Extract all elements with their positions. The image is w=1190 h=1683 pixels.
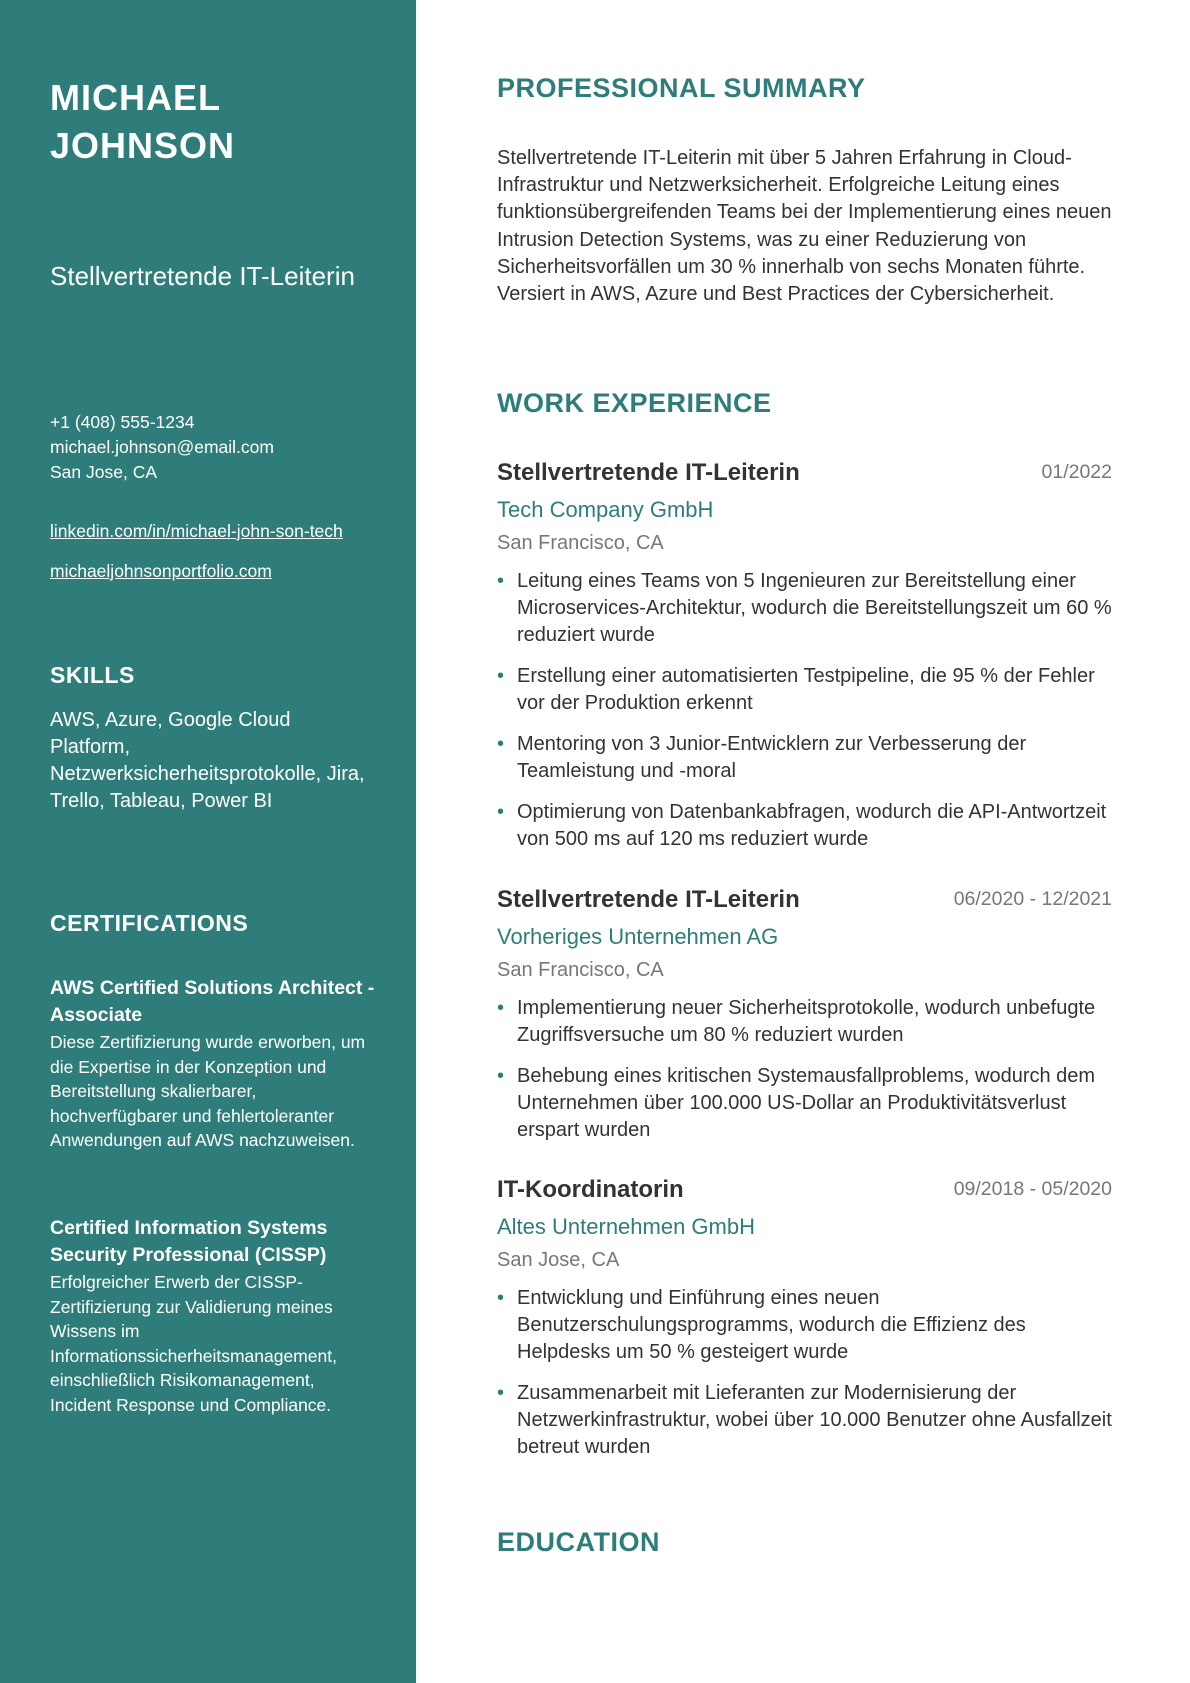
certifications-heading: CERTIFICATIONS [50, 910, 249, 936]
linkedin-link[interactable]: linkedin.com/in/michael-john-son-tech [50, 521, 343, 541]
sidebar [0, 0, 416, 1683]
skills-heading: SKILLS [50, 662, 135, 688]
job-location: San Francisco, CA [497, 532, 664, 554]
contact-info [50, 410, 380, 485]
job-company: Altes Unternehmen GmbH [497, 1214, 755, 1239]
job-title: IT-Koordinatorin [497, 1176, 684, 1203]
candidate-title: Stellvertretende IT-Leiterin [50, 261, 355, 291]
summary-text: Stellvertretende IT-Leiterin mit über 5 Jahren Erfahrung in Cloud-Infrastruktur und Netzwerksicherheit. Erfolgreiche Leitung eines funktionsübergreifenden Teams bei der Implementierung eines neuen Intrusion Detection Systems, was zu einer Reduzierung von Sicherheitsvorfällen um 30 % innerhalb von sechs Monaten führte. Versiert in AWS, Azure und Best Practices der Cybersicherheit. [497, 147, 1112, 306]
job-bullet: • Behebung eines kritischen Systemausfallproblems, wodurch dem Unternehmen über 100.000 US-Dollar an Produktivitätsverlust erspart wurden [497, 1063, 1112, 1144]
job-bullet: • Zusammenarbeit mit Lieferanten zur Modernisierung der Netzwerkinfrastruktur, wobei über 10.000 Benutzer ohne Ausfallzeit betreut wurden [497, 1380, 1112, 1461]
profile-links [50, 519, 380, 584]
job-date: 09/2018 - 05/2020 [953, 1178, 1112, 1200]
job-bullet: • Leitung eines Teams von 5 Ingenieuren zur Bereitstellung einer Microservices-Architektur, wodurch die Bereitstellungszeit um 60 % reduziert wurde [497, 568, 1112, 649]
job-bullet: • Mentoring von 3 Junior-Entwicklern zur Verbesserung der Teamleistung und -moral [497, 731, 1112, 785]
certification-description: Erfolgreicher Erwerb der CISSP-Zertifizierung zur Validierung meines Wissens im Informationssicherheitsmanagement, einschließlich Risikomanagement, Incident Response und Compliance. [50, 1272, 337, 1415]
job-title: Stellvertretende IT-Leiterin [497, 459, 800, 486]
work-experience-heading: WORK EXPERIENCE [497, 388, 772, 418]
job-bullet: • Optimierung von Datenbankabfragen, wodurch die API-Antwortzeit von 500 ms auf 120 ms reduziert wurde [497, 799, 1112, 853]
job-bullets [497, 1285, 1112, 1461]
portfolio-link[interactable]: michaeljohnsonportfolio.com [50, 561, 272, 581]
job-bullet: • Entwicklung und Einführung eines neuen Benutzerschulungsprogramms, wodurch die Effizienz des Helpdesks um 50 % gesteigert wurde [497, 1285, 1112, 1366]
phone-number: +1 (408) 555-1234 [50, 412, 195, 432]
candidate-name: MICHAEL JOHNSON [50, 77, 236, 166]
summary-heading: PROFESSIONAL SUMMARY [497, 73, 866, 103]
job-date: 06/2020 - 12/2021 [953, 888, 1112, 910]
certification-description: Diese Zertifizierung wurde erworben, um die Expertise in der Konzeption und Bereitstellung skalierbarer, hochverfügbarer und fehlertoleranter Anwendungen auf AWS nachzuweisen. [50, 1032, 366, 1150]
job-entry [497, 886, 1112, 1158]
job-title: Stellvertretende IT-Leiterin [497, 886, 800, 913]
education-heading: EDUCATION [497, 1527, 660, 1557]
job-bullets [497, 568, 1112, 853]
job-location: San Jose, CA [497, 1249, 620, 1271]
certification-item [50, 975, 380, 1153]
certification-item [50, 1215, 380, 1417]
job-bullet: • Implementierung neuer Sicherheitsprotokolle, wodurch unbefugte Zugriffsversuche um 80 % reduziert wurden [497, 995, 1112, 1049]
job-company: Vorheriges Unternehmen AG [497, 924, 779, 949]
job-date: 01/2022 [1041, 461, 1112, 483]
job-bullet: • Erstellung einer automatisierten Testpipeline, die 95 % der Fehler vor der Produktion erkennt [497, 663, 1112, 717]
home-location: San Jose, CA [50, 462, 157, 482]
job-entry [497, 1176, 1112, 1475]
job-entry [497, 459, 1112, 867]
job-location: San Francisco, CA [497, 959, 664, 981]
email-address: michael.johnson@email.com [50, 437, 274, 457]
job-company: Tech Company GmbH [497, 497, 714, 522]
skills-text: AWS, Azure, Google Cloud Platform, Netzwerksicherheitsprotokolle, Jira, Trello, Tableau, Power BI [50, 709, 365, 812]
certification-name: AWS Certified Solutions Architect - Associate [50, 977, 375, 1026]
certification-name: Certified Information Systems Security Professional (CISSP) [50, 1217, 328, 1266]
job-bullets [497, 995, 1112, 1144]
